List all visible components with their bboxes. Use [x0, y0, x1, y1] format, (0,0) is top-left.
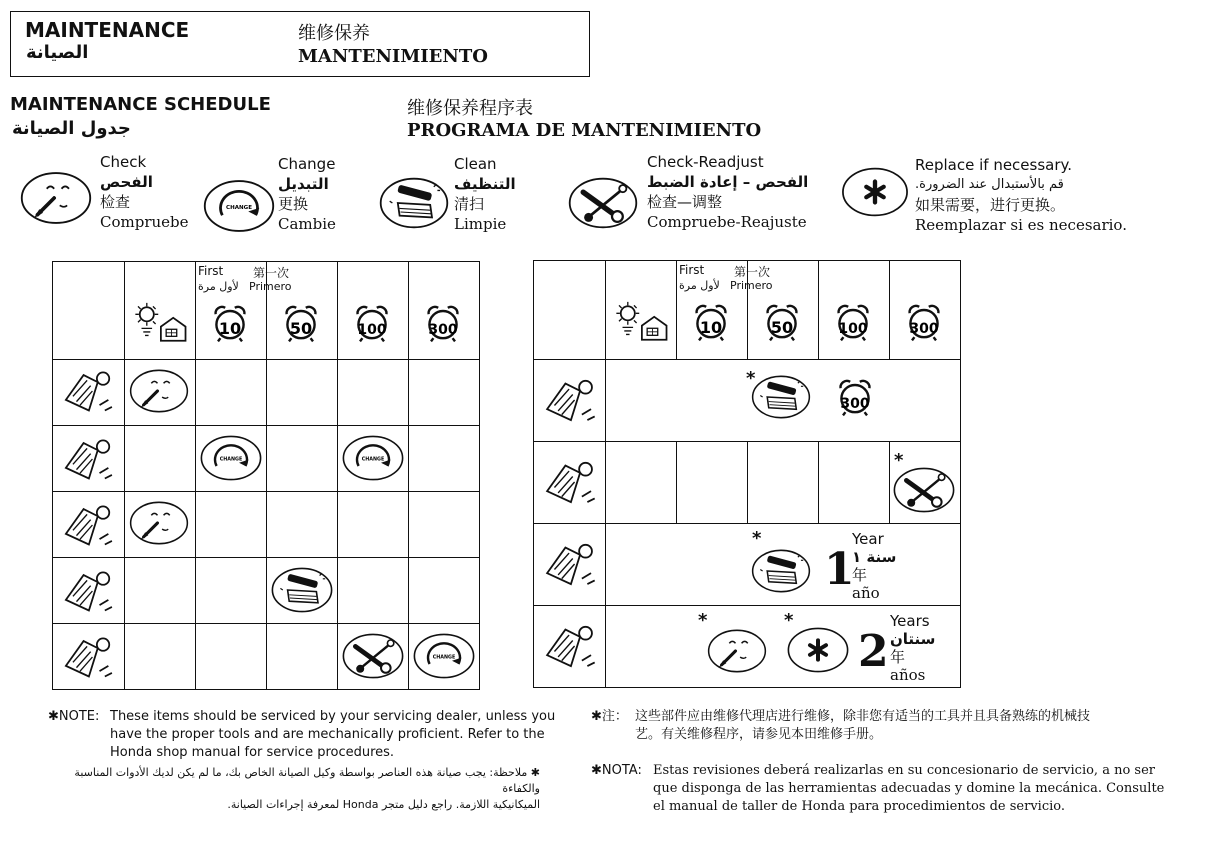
clean-brush-icon	[270, 566, 334, 614]
year2-en: Years	[890, 612, 930, 630]
change-arrow-icon	[412, 632, 476, 680]
note-es	[653, 762, 1164, 816]
hour-10-text: 10	[699, 318, 723, 337]
schedule-title-en: MAINTENANCE SCHEDULE	[10, 94, 271, 115]
first-label-zh-right: 第一次	[734, 265, 771, 279]
clean-brush-icon	[750, 548, 812, 594]
legend-replace-es: Reemplazar si es necesario.	[915, 216, 1127, 234]
note-ar	[48, 765, 540, 813]
legend-check	[100, 152, 189, 232]
wrench-screwdriver-icon	[567, 176, 639, 230]
header-title-en: MAINTENANCE	[25, 18, 190, 42]
check-face-icon	[19, 170, 93, 226]
asterisk-icon	[786, 626, 850, 674]
change-arrow-icon	[202, 178, 276, 234]
engine-oil-change-icon	[57, 432, 119, 486]
change-arrow-icon	[199, 434, 263, 482]
legend-adjust-en: Check-Readjust	[647, 153, 764, 171]
note-es-line: Estas revisiones deberá realizarlas en su concesionario de servicio, a no ser	[653, 763, 1155, 778]
year1-label	[852, 530, 896, 602]
fuel-tube-icon	[538, 616, 602, 676]
hour-100-icon	[348, 302, 396, 344]
legend-check-en: Check	[100, 153, 147, 171]
legend-clean-zh: 清扫	[454, 195, 485, 213]
year1-ar: سنة ١	[852, 548, 897, 566]
engine-oil-level-icon	[57, 364, 119, 418]
left-schedule-table	[52, 261, 480, 690]
legend-clean-ar: التنظيف	[454, 175, 516, 193]
first-label-en-right: First	[679, 263, 705, 277]
check-face-icon	[128, 368, 190, 414]
combustion-chamber-icon	[538, 370, 602, 430]
valve-clearance-icon	[538, 452, 602, 512]
first-label-es-right: Primero	[730, 279, 773, 292]
wrench-screwdriver-icon	[892, 466, 956, 514]
year1-number: 1	[824, 544, 855, 595]
air-filter-icon	[57, 564, 119, 618]
sun-house-icon	[610, 301, 672, 345]
header-title-zh: 维修保养	[298, 23, 370, 44]
first-label-zh: 第一次	[253, 266, 290, 280]
legend-replace-en: Replace if necessary.	[915, 156, 1073, 174]
hour-300-text: 300	[428, 322, 458, 338]
hour-100-icon	[829, 301, 877, 343]
replace-asterisk: *	[698, 610, 708, 631]
hour-10-text: 10	[218, 319, 242, 338]
header-title-ar: الصيانة	[26, 42, 89, 63]
year2-ar: سنتان	[890, 630, 936, 648]
first-label-en: First	[198, 264, 224, 278]
hour-100-text: 100	[357, 322, 387, 338]
hour-10-icon	[206, 302, 254, 344]
clean-brush-icon	[378, 176, 450, 230]
legend-change-zh: 更换	[278, 195, 309, 213]
fuel-tank-icon	[538, 534, 602, 594]
note-en-line: Honda shop manual for service procedures.	[110, 745, 395, 760]
hour-50-text: 50	[289, 319, 313, 338]
note-zh-line: 这些部件应由维修代理店进行维修，除非您有适当的工具并且具备熟练的机械技	[635, 709, 1091, 724]
sun-house-icon	[129, 302, 191, 346]
note-en-line: have the proper tools and are mechanically proficient. Refer to the	[110, 727, 545, 742]
header-title-es: MANTENIMIENTO	[298, 46, 488, 67]
hour-50-icon	[758, 301, 806, 343]
note-es-label: ✱NOTA:	[591, 763, 642, 778]
hour-300-icon	[900, 301, 948, 343]
legend-adjust-zh: 检查—调整	[647, 193, 723, 211]
legend-clean	[454, 154, 516, 234]
check-face-icon	[706, 628, 768, 674]
note-es-line: que disponga de las herramientas adecuadas y domine la mecánica. Consulte	[653, 781, 1165, 796]
legend-clean-en: Clean	[454, 155, 497, 173]
legend-check-es: Compruebe	[100, 213, 189, 231]
legend-change-es: Cambie	[278, 215, 336, 233]
hour-10-icon	[687, 301, 735, 343]
hour-100-text: 100	[838, 321, 868, 337]
legend-replace-zh: 如果需要，进行更换。	[915, 196, 1066, 214]
note-en	[110, 708, 555, 762]
legend-check-ar: الفحص	[100, 173, 153, 191]
legend-adjust-es: Compruebe-Reajuste	[647, 213, 807, 231]
change-arrow-icon	[341, 434, 405, 482]
note-ar-line: ✱ ملاحظة: يجب صيانة هذه العناصر بواسطة وكيل الصيانة الخاص بك، ما لم يكن لديك الأدوات المناسبة والكفاءة	[74, 766, 540, 795]
note-zh-line: 艺。有关维修程序，请参见本田维修手册。	[635, 727, 883, 742]
replace-asterisk: *	[894, 450, 904, 471]
legend-replace-ar: قم بالأستبدال عند الضرورة.	[915, 177, 1064, 192]
hour-300-icon	[419, 302, 467, 344]
hour-300-icon	[831, 376, 879, 418]
replace-asterisk: *	[746, 368, 756, 389]
first-label-ar: لأول مرة	[198, 280, 239, 293]
legend-change-en: Change	[278, 155, 336, 173]
note-zh-label: ✱注：	[591, 709, 628, 724]
schedule-title-ar: جدول الصيانة	[12, 118, 131, 139]
first-label-ar-right: لأول مرة	[679, 279, 720, 292]
legend-check-zh: 检查	[100, 193, 131, 211]
year2-zh: 年	[890, 648, 906, 666]
legend-change	[278, 154, 336, 234]
year2-label	[890, 612, 935, 684]
legend-replace	[915, 155, 1127, 235]
year2-number: 2	[858, 626, 889, 677]
replace-asterisk: *	[752, 528, 762, 549]
schedule-title-es: PROGRAMA DE MANTENIMIENTO	[407, 120, 762, 141]
legend-clean-es: Limpie	[454, 215, 507, 233]
hour-50-text: 50	[770, 318, 794, 337]
year1-es: año	[852, 584, 880, 602]
legend-adjust	[647, 152, 808, 232]
schedule-title-zh: 维修保养程序表	[407, 98, 533, 119]
first-label-es: Primero	[249, 280, 292, 293]
check-face-icon	[128, 500, 190, 546]
asterisk-icon	[840, 166, 910, 218]
right-schedule-table	[533, 260, 961, 688]
hour-50-icon	[277, 302, 325, 344]
legend-adjust-ar: الفحص – إعادة الضبط	[647, 173, 809, 191]
legend-change-ar: التبديل	[278, 175, 329, 193]
clean-brush-icon	[750, 374, 812, 420]
year1-en: Year	[852, 530, 884, 548]
year2-es: años	[890, 666, 926, 684]
note-ar-line: الميكانيكية اللازمة. راجع دليل متجر Honda لمعرفة إجراءات الصيانة.	[227, 798, 540, 811]
hour-300-text: 300	[840, 396, 870, 412]
spark-plug-icon	[57, 630, 119, 684]
note-zh	[635, 708, 1090, 744]
hour-300-text: 300	[909, 321, 939, 337]
year1-zh: 年	[852, 566, 868, 584]
wrench-screwdriver-icon	[341, 632, 405, 680]
note-en-label: ✱NOTE:	[48, 709, 100, 724]
replace-asterisk: *	[784, 610, 794, 631]
gear-oil-icon	[57, 498, 119, 552]
note-en-line: These items should be serviced by your servicing dealer, unless you	[110, 709, 556, 724]
note-es-line: el manual de taller de Honda para procedimientos de servicio.	[653, 799, 1066, 814]
